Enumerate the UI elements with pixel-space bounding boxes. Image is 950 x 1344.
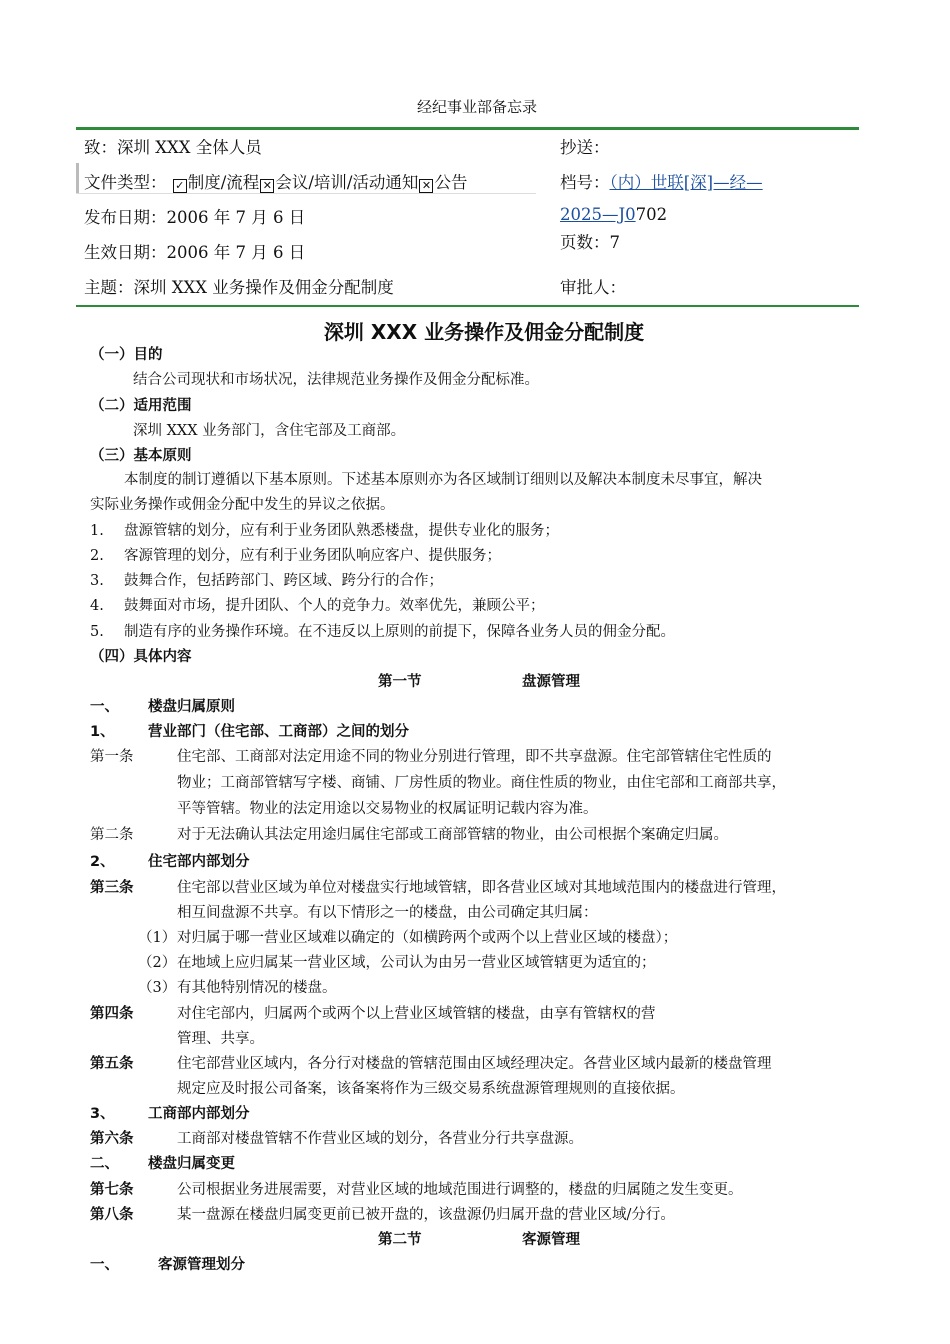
principle-text: 鼓舞面对市场，提升团队、个人的竞争力。效率优先，兼顾公平； [124,598,545,614]
article-8-label: 第八条 [90,1207,134,1223]
article-2-label: 第二条 [90,827,134,843]
scope-text: 深圳 XXX 业务部门，含住宅部及工商部。 [133,423,406,439]
page-title: 深圳 XXX 业务操作及佣金分配制度 [323,320,645,344]
item-num: （3） [138,980,177,996]
memo-issue-date: 发布日期：2006 年 7 月 6 日 [84,208,306,227]
heading-num: 2、 [90,854,115,870]
heading-num: 3、 [90,1106,115,1122]
article-7-label: 第七条 [90,1182,134,1198]
memo-pages: 页数：7 [560,233,620,252]
purpose-text: 结合公司现状和市场状况，法律规范业务操作及佣金分配标准。 [133,372,539,388]
article-3-line: 相互间盘源不共享。有以下情形之一的楼盘，由公司确定其归属： [177,905,598,921]
memo-file-no [560,169,763,193]
principle-num: 1. [90,523,104,539]
doc-type-option-label: 会议/培训/活动通知 [275,173,419,192]
article-1-line: 住宅部、工商部对法定用途不同的物业分别进行管理，即不共享盘源。住宅部管辖住宅性质的 [177,749,772,765]
doc-type-option-label: 公告 [434,173,468,192]
item-text: 有其他特别情况的楼盘。 [177,980,337,996]
doc-type-label: 文件类型： [84,173,167,192]
article-4-line: 对住宅部内，归属两个或两个以上营业区域管辖的楼盘，由享有管辖权的营 [177,1006,656,1022]
heading-client-management: 客源管理划分 [158,1257,245,1273]
header-top-rule [76,127,859,130]
checkbox-checked-icon: ✓ [173,179,187,193]
article-7-line: 公司根据业务进展需要，对营业区域的地域范围进行调整的，楼盘的归属随之发生变更。 [177,1182,743,1198]
memo-file-no-cont [560,205,667,224]
principles-intro-line1: 本制度的制订遵循以下基本原则。下述基本原则亦为各区域制订细则以及解决本制度未尽事宜，解决 [124,472,762,488]
memo-doc-type [84,169,467,193]
memo-effective-date: 生效日期：2006 年 7 月 6 日 [84,243,306,262]
memo-to: 致：深圳 XXX 全体人员 [84,138,262,157]
file-no-link[interactable]: （内）世联[深]—经— [609,173,763,192]
principle-item [90,569,443,590]
chapter-1-title: 盘源管理 [522,674,580,690]
article-6-line: 工商部对楼盘管辖不作营业区域的划分，各营业分行共享盘源。 [177,1131,583,1147]
section-heading-details: （四）具体内容 [90,649,192,665]
principle-num: 3. [90,573,104,589]
principle-item [90,620,675,641]
heading-num: 一、 [90,1257,119,1273]
principle-text: 客源管理的划分，应有利于业务团队响应客户、提供服务； [124,548,501,564]
article-3-label: 第三条 [90,880,134,896]
chapter-2-title: 客源管理 [522,1232,580,1248]
article-1-line: 平等管辖。物业的法定用途以交易物业的权属证明记载内容为准。 [177,801,598,817]
principle-item [90,594,545,615]
heading-dept-division: 营业部门（住宅部、工商部）之间的划分 [148,724,409,740]
article-4-label: 第四条 [90,1006,134,1022]
article-4-line: 管理、共享。 [177,1031,264,1047]
article-1-label: 第一条 [90,749,134,765]
principle-num: 5. [90,624,104,640]
doc-type-box-bottom [76,193,536,194]
chapter-2-number: 第二节 [378,1232,422,1248]
principle-text: 盘源管辖的划分，应有利于业务团队熟悉楼盘，提供专业化的服务； [124,523,559,539]
heading-commercial-division: 工商部内部划分 [148,1106,250,1122]
memo-approver: 审批人： [560,278,626,297]
heading-residential-division: 住宅部内部划分 [148,854,250,870]
heading-ownership-change: 楼盘归属变更 [148,1156,235,1172]
item-num: （1） [138,930,177,946]
memo-cc: 抄送： [560,138,610,157]
file-no-link-cont[interactable]: 2025—J0 [560,205,636,224]
chapter-1-number: 第一节 [378,674,422,690]
item-num: （2） [138,955,177,971]
principles-intro-line2: 实际业务操作或佣金分配中发生的异议之依据。 [90,497,395,513]
section-heading-purpose: （一）目的 [90,347,163,363]
checkbox-crossed-icon: ✕ [260,179,274,193]
item-text: 对归属于哪一营业区域难以确定的（如横跨两个或两个以上营业区域的楼盘）； [177,930,678,946]
file-no-suffix: 702 [635,205,668,224]
heading-num: 二、 [90,1156,119,1172]
article-5-line: 规定应及时报公司备案，该备案将作为三级交易系统盘源管理规则的直接依据。 [177,1081,685,1097]
doc-type-option-notice [418,173,467,192]
item-text: 在地域上应归属某一营业区域，公司认为由另一营业区域管辖更为适宜的； [177,955,656,971]
file-no-label: 档号： [560,173,610,192]
article-3-item [138,976,337,997]
doc-type-option-meeting [259,173,418,192]
article-3-item [138,951,656,972]
principle-num: 4. [90,598,104,614]
article-3-item [138,926,677,947]
doc-type-option-label: 制度/流程 [187,173,260,192]
checkbox-crossed-icon: ✕ [419,179,433,193]
doc-type-option-rules [172,173,260,192]
principle-text: 鼓舞合作，包括跨部门、跨区域、跨分行的合作； [124,573,443,589]
heading-property-ownership: 楼盘归属原则 [148,699,235,715]
memo-subject: 主题：深圳 XXX 业务操作及佣金分配制度 [84,278,394,297]
principle-item [90,519,559,540]
article-8-line: 某一盘源在楼盘归属变更前已被开盘的，该盘源仍归属开盘的营业区域/分行。 [177,1207,675,1223]
section-heading-scope: （二）适用范围 [90,398,192,414]
principle-num: 2. [90,548,104,564]
article-6-label: 第六条 [90,1131,134,1147]
section-heading-principles: （三）基本原则 [90,448,192,464]
principle-item [90,544,501,565]
memo-header-title: 经纪事业部备忘录 [417,98,538,116]
heading-num: 1、 [90,724,115,740]
article-5-line: 住宅部营业区域内，各分行对楼盘的管辖范围由区域经理决定。各营业区域内最新的楼盘管理 [177,1056,772,1072]
article-1-line: 物业；工商部管辖写字楼、商铺、厂房性质的物业。商住性质的物业，由住宅部和工商部共享， [177,775,786,791]
heading-num: 一、 [90,699,119,715]
article-2-line: 对于无法确认其法定用途归属住宅部或工商部管辖的物业，由公司根据个案确定归属。 [177,827,728,843]
principle-text: 制造有序的业务操作环境。在不违反以上原则的前提下，保障各业务人员的佣金分配。 [124,624,675,640]
article-5-label: 第五条 [90,1056,134,1072]
doc-type-box-left [76,163,79,193]
article-3-line: 住宅部以营业区域为单位对楼盘实行地域管辖，即各营业区域对其地域范围内的楼盘进行管理， [177,880,786,896]
header-bottom-rule [76,305,859,307]
